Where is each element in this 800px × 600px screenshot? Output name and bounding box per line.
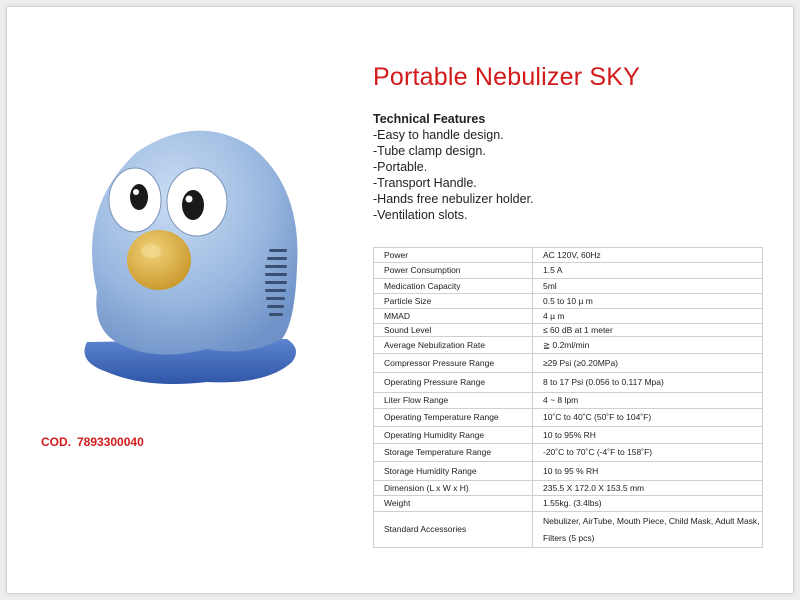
- spec-label: Particle Size: [374, 294, 533, 309]
- spec-row: [374, 409, 763, 427]
- technical-features: [373, 111, 733, 223]
- features-heading: Technical Features: [373, 112, 486, 126]
- spec-value: 1.5 A: [533, 263, 763, 279]
- spec-label: Storage Temperature Range: [374, 444, 533, 462]
- spec-label: Average Nebulization Rate: [374, 337, 533, 354]
- spec-row: [374, 496, 763, 512]
- spec-value: 8 to 17 Psi (0.056 to 0.117 Mpa): [533, 373, 763, 393]
- spec-row: [374, 279, 763, 294]
- spec-row: [374, 294, 763, 309]
- spec-row: [374, 427, 763, 444]
- spec-row: [374, 337, 763, 354]
- feature-item: -Tube clamp design.: [373, 144, 486, 158]
- spec-label: MMAD: [374, 309, 533, 324]
- product-title: Portable Nebulizer SKY: [373, 63, 641, 91]
- spec-label: Operating Humidity Range: [374, 427, 533, 444]
- spec-value: ≥29 Psi (≥0.20MPa): [533, 354, 763, 373]
- spec-row: [374, 462, 763, 481]
- spec-value: ≤ 60 dB at 1 meter: [533, 324, 763, 337]
- spec-row: [374, 354, 763, 373]
- spec-label: Sound Level: [374, 324, 533, 337]
- spec-table: [373, 247, 763, 548]
- spec-row: [374, 248, 763, 263]
- code-value: 7893300040: [77, 435, 144, 449]
- feature-item: -Easy to handle design.: [373, 128, 504, 142]
- ventilation-slots: [265, 249, 287, 316]
- spec-label: Power Consumption: [374, 263, 533, 279]
- spec-value: 235.5 X 172.0 X 153.5 mm: [533, 481, 763, 496]
- spec-value: 5ml: [533, 279, 763, 294]
- feature-item: -Transport Handle.: [373, 176, 477, 190]
- spec-value: 4 µ m: [533, 309, 763, 324]
- feature-item: -Portable.: [373, 160, 428, 174]
- feature-item: -Ventilation slots.: [373, 208, 468, 222]
- spec-value: -20˚C to 70˚C (-4˚F to 158˚F): [533, 444, 763, 462]
- spec-value: 1.55kg. (3.4lbs): [533, 496, 763, 512]
- spec-row: [374, 512, 763, 548]
- nebulizer-product-image: [67, 117, 327, 397]
- spec-label: Dimension (L x W x H): [374, 481, 533, 496]
- spec-label: Standard Accessories: [374, 512, 533, 548]
- spec-value: 10˚C to 40˚C (50˚F to 104˚F): [533, 409, 763, 427]
- spec-row: [374, 263, 763, 279]
- product-sheet: [6, 6, 794, 594]
- spec-value: Nebulizer, AirTube, Mouth Piece, Child Mask, Adult Mask, Filters (5 pcs): [533, 512, 763, 548]
- spec-row: [374, 324, 763, 337]
- feature-item: -Hands free nebulizer holder.: [373, 192, 534, 206]
- spec-label: Storage Humidity Range: [374, 462, 533, 481]
- nebulizer-illustration: [67, 117, 327, 397]
- spec-label: Power: [374, 248, 533, 263]
- spec-label: Weight: [374, 496, 533, 512]
- spec-label: Operating Pressure Range: [374, 373, 533, 393]
- spec-value: 10 to 95% RH: [533, 427, 763, 444]
- code-label: COD.: [41, 435, 71, 449]
- product-code: [41, 435, 144, 449]
- spec-label: Operating Temperature Range: [374, 409, 533, 427]
- spec-label: Medication Capacity: [374, 279, 533, 294]
- spec-label: Compressor Pressure Range: [374, 354, 533, 373]
- spec-row: [374, 393, 763, 409]
- spec-value: 4 ~ 8 lpm: [533, 393, 763, 409]
- spec-row: [374, 481, 763, 496]
- spec-row: [374, 309, 763, 324]
- spec-row: [374, 444, 763, 462]
- spec-value: 10 to 95 % RH: [533, 462, 763, 481]
- spec-value: AC 120V, 60Hz: [533, 248, 763, 263]
- spec-value: 0.5 to 10 µ m: [533, 294, 763, 309]
- spec-row: [374, 373, 763, 393]
- spec-value: ≧ 0.2ml/min: [533, 337, 763, 354]
- spec-label: Liter Flow Range: [374, 393, 533, 409]
